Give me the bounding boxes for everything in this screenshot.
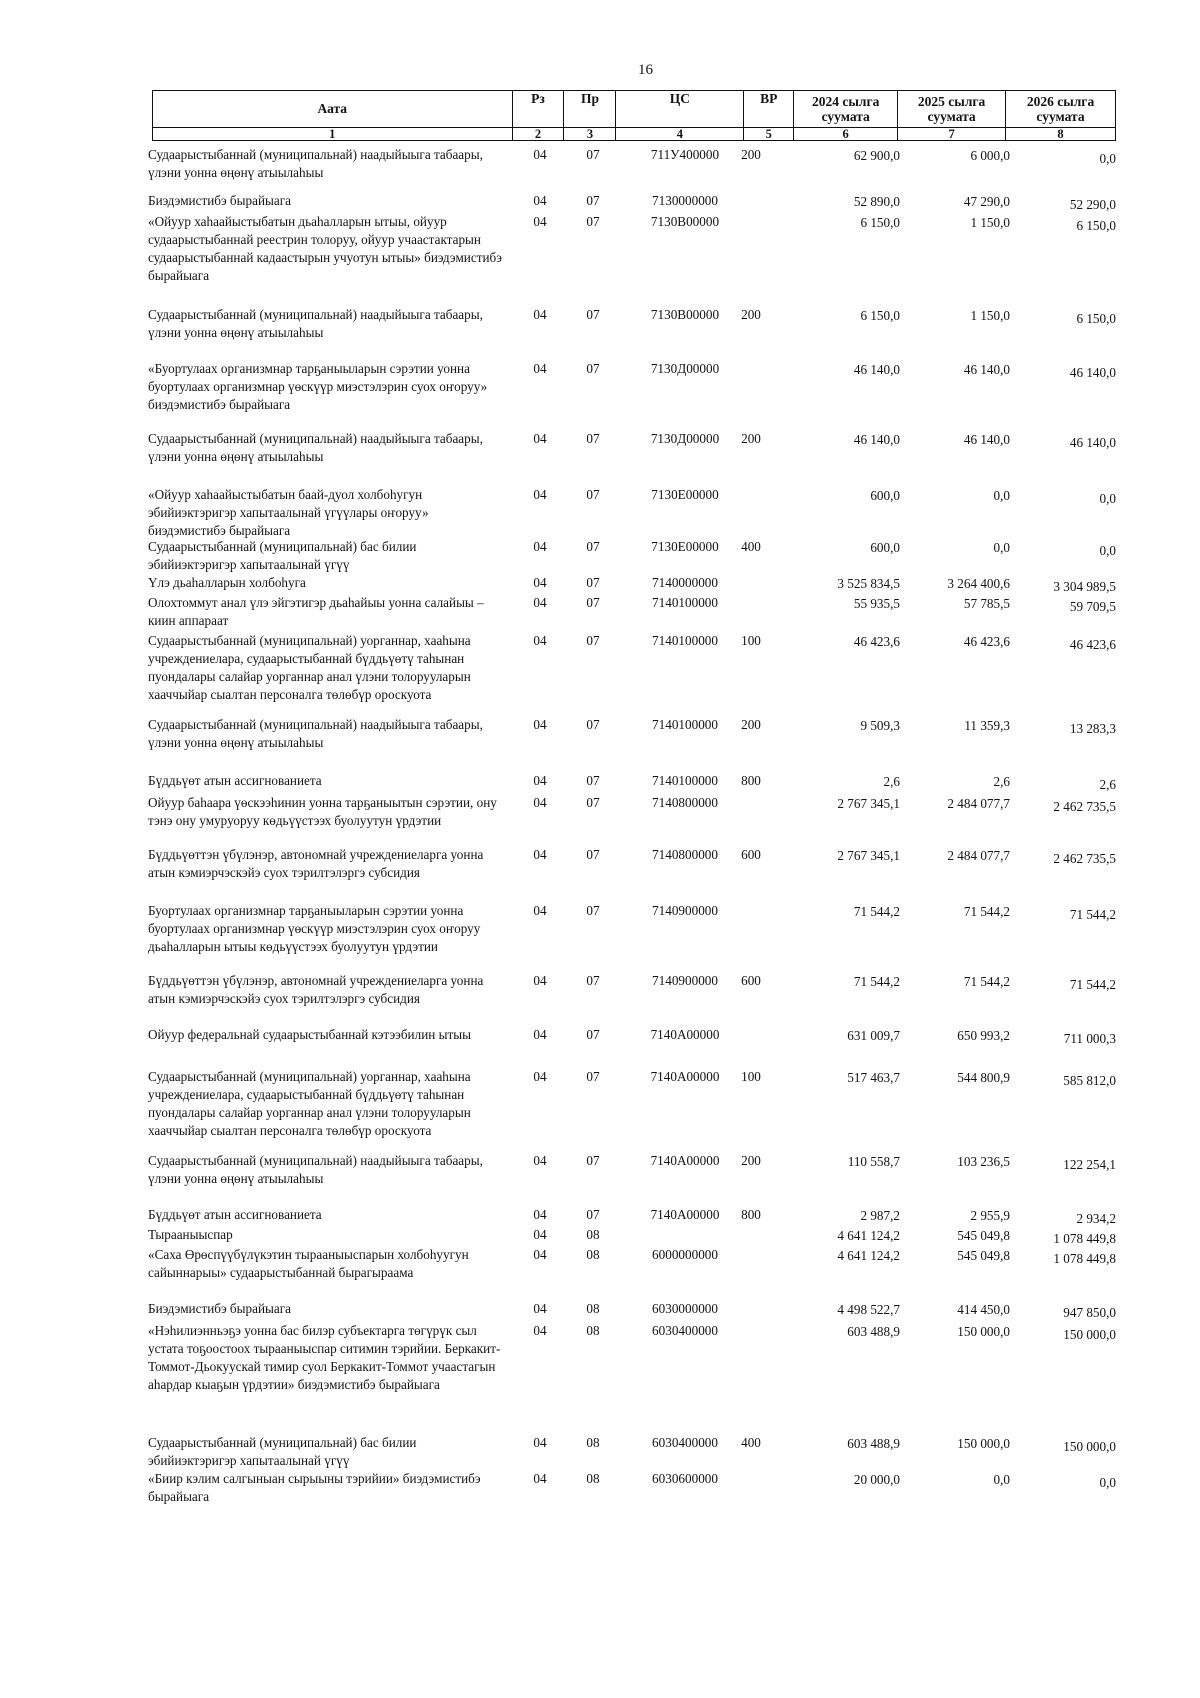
row-pr: 07 [586,147,600,162]
row-value-2025: 0,0 [993,1472,1010,1487]
row-pr: 07 [586,214,600,229]
row-rz: 04 [533,1435,547,1450]
col-num: 5 [744,128,794,141]
row-name: Биэдэмистибэ бырайыага [148,1301,291,1316]
row-name: «Нэһилиэнньэҕэ уонна бас билэр субъектарга төгүрүк сыл устата тоҕоостоох тырааныыспар ситимин тэрийии. Беркакит-Томмот-Дьокуускай тимир суол Беркакит-Томмот учаастагын аһардар кыаҕын үрдэтии» биэдэмистибэ бырайыага [148,1323,501,1392]
row-pr: 07 [586,361,600,376]
row-value-2025: 1 150,0 [970,215,1010,230]
row-value-2026: 947 850,0 [1063,1305,1116,1320]
row-value-2026: 46 140,0 [1069,365,1116,380]
row-name: Судаарыстыбаннай (муниципальнай) уорганнар, хааһына учреждениелара, судаарыстыбаннай бүддьүөтү таһынан пуондалары салайар уорганнар анал үлэни толорууларын хааччыйар сыалтан персоналга төлөбүр ороскуота [148,633,471,702]
row-cs: 7140А00000 [650,1027,720,1042]
row-value-2026: 0,0 [1099,1475,1116,1490]
row-value-2026: 711 000,3 [1063,1031,1116,1046]
row-value-2025: 3 264 400,6 [947,576,1010,591]
row-rz: 04 [533,1247,547,1262]
row-name: Судаарыстыбаннай (муниципальнай) наадыйыыга табаары, үлэни уонна өңөнү атыылаһыы [148,431,483,464]
row-vr: 200 [741,307,761,322]
row-value-2026: 1 078 449,8 [1053,1251,1116,1266]
row-cs: 7140800000 [652,847,718,862]
row-vr: 600 [741,847,761,862]
table-header [152,90,1116,141]
row-name: Судаарыстыбаннай (муниципальнай) наадыйыыга табаары, үлэни уонна өңөнү атыылаһыы [148,1153,483,1186]
row-name: Ойуур баһаара үөскээһинин уонна тарҕаныытын сэрэтии, ону тэнэ ону умуруоруу көдьүүстээх буолуутун үрдэтии [148,795,497,828]
row-value-2024: 52 890,0 [853,194,900,209]
col-num: 3 [564,128,616,141]
row-value-2024: 517 463,7 [847,1070,900,1085]
row-value-2026: 59 709,5 [1069,599,1116,614]
row-rz: 04 [533,1069,547,1084]
row-cs: 7140900000 [652,903,718,918]
row-cs: 7130Д00000 [650,361,720,376]
header-2025: 2025 сылга суумата [898,91,1006,128]
row-value-2026: 1 078 449,8 [1053,1231,1116,1246]
header-2024: 2024 сылга суумата [794,91,898,128]
row-pr: 07 [586,431,600,446]
row-value-2024: 603 488,9 [847,1436,900,1451]
row-value-2025: 544 800,9 [957,1070,1010,1085]
row-value-2024: 600,0 [870,540,900,555]
row-value-2024: 71 544,2 [853,904,900,919]
row-pr: 07 [586,773,600,788]
row-value-2026: 6 150,0 [1076,311,1116,326]
row-pr: 07 [586,903,600,918]
row-name: Судаарыстыбаннай (муниципальнай) бас билии эбийиэктэригэр хапытаалынай үгүү [148,539,417,572]
col-num: 6 [794,128,898,141]
row-value-2024: 46 140,0 [853,432,900,447]
row-rz: 04 [533,1153,547,1168]
row-vr: 100 [741,1069,761,1084]
row-value-2024: 631 009,7 [847,1028,900,1043]
col-num: 2 [512,128,564,141]
row-value-2026: 3 304 989,5 [1053,579,1116,594]
row-cs: 7140100000 [652,773,718,788]
col-num: 7 [898,128,1006,141]
row-cs: 7130В00000 [650,307,720,322]
row-rz: 04 [533,431,547,446]
row-pr: 08 [586,1435,600,1450]
row-value-2025: 57 785,5 [963,596,1010,611]
row-cs: 6000000000 [652,1247,718,1262]
row-name: Судаарыстыбаннай (муниципальнай) уорганнар, хааһына учреждениелара, судаарыстыбаннай бүддьүөтү таһынан пуондалары салайар уорганнар анал үлэни толорууларын хааччыйар сыалтан персоналга төлөбүр ороскуота [148,1069,471,1138]
row-rz: 04 [533,1207,547,1222]
row-vr: 400 [741,539,761,554]
row-rz: 04 [533,487,547,502]
row-pr: 07 [586,1153,600,1168]
col-num: 4 [616,128,744,141]
row-value-2025: 414 450,0 [957,1302,1010,1317]
col-num: 8 [1006,128,1116,141]
row-cs: 7140000000 [652,575,718,590]
row-rz: 04 [533,539,547,554]
row-pr: 08 [586,1323,600,1338]
row-value-2026: 585 812,0 [1063,1073,1116,1088]
row-value-2025: 71 544,2 [963,904,1010,919]
row-value-2025: 46 140,0 [963,432,1010,447]
row-value-2025: 545 049,8 [957,1228,1010,1243]
row-name: Бүддьүөттэн үбүлэнэр, автономнай учреждениеларга уонна атын кэмиэрчэскэйэ суох тэрилтэлэргэ субсидия [148,973,484,1006]
row-pr: 07 [586,795,600,810]
row-value-2025: 46 140,0 [963,362,1010,377]
row-pr: 07 [586,1069,600,1084]
row-value-2025: 46 423,6 [963,634,1010,649]
row-value-2024: 62 900,0 [853,148,900,163]
row-value-2025: 71 544,2 [963,974,1010,989]
row-value-2025: 2,6 [993,774,1010,789]
row-vr: 400 [741,1435,761,1450]
row-rz: 04 [533,1471,547,1486]
row-cs: 711У400000 [650,147,720,162]
row-cs: 7140900000 [652,973,718,988]
row-value-2024: 46 423,6 [853,634,900,649]
row-value-2026: 0,0 [1099,151,1116,166]
row-cs: 7140100000 [652,717,718,732]
row-rz: 04 [533,1227,547,1242]
row-pr: 07 [586,633,600,648]
row-value-2024: 110 558,7 [847,1154,900,1169]
row-value-2026: 6 150,0 [1076,218,1116,233]
row-rz: 04 [533,903,547,918]
row-value-2026: 46 423,6 [1069,637,1116,652]
header-name: Аата [153,91,513,128]
row-rz: 04 [533,147,547,162]
row-pr: 07 [586,539,600,554]
row-rz: 04 [533,717,547,732]
row-value-2024: 2 767 345,1 [837,796,900,811]
row-name: «Ойуур хаһаайыстыбатын дьаһалларын ытыы, ойуур судаарыстыбаннай реестрин толоруу, ойуур учаастактарын судаарыстыбаннай кадаастырын учуотун ытыы» биэдэмистибэ бырайыага [148,214,502,283]
row-rz: 04 [533,773,547,788]
row-pr: 07 [586,307,600,322]
row-value-2024: 55 935,5 [853,596,900,611]
row-pr: 08 [586,1301,600,1316]
header-cs: ЦС [616,91,744,128]
row-value-2025: 0,0 [993,540,1010,555]
row-pr: 07 [586,1027,600,1042]
row-value-2025: 2 484 077,7 [947,848,1010,863]
row-pr: 07 [586,595,600,610]
row-value-2026: 71 544,2 [1069,907,1116,922]
row-value-2024: 603 488,9 [847,1324,900,1339]
row-rz: 04 [533,847,547,862]
row-pr: 07 [586,193,600,208]
row-name: Олохтоммут анал үлэ эйгэтигэр дьаһайыы уонна салайыы – киин аппараат [148,595,484,628]
row-cs: 7130Е00000 [651,487,719,502]
row-value-2024: 2,6 [883,774,900,789]
row-pr: 08 [586,1471,600,1486]
row-cs: 6030600000 [652,1471,718,1486]
row-pr: 07 [586,847,600,862]
row-name: Буортулаах организмнар тарҕаныыларын сэрэтии уонна буортулаах организмнар үөскүүр миэстэлэрин суох оҥоруу дьаһалларын ытыы көдьүүстээх буолуутун үрдэтии [148,903,481,954]
row-cs: 7140А00000 [650,1153,720,1168]
row-value-2025: 2 484 077,7 [947,796,1010,811]
row-value-2025: 2 955,9 [970,1208,1010,1223]
row-pr: 07 [586,717,600,732]
row-vr: 200 [741,1153,761,1168]
row-pr: 07 [586,487,600,502]
row-value-2024: 71 544,2 [853,974,900,989]
row-cs: 7130В00000 [650,214,720,229]
row-value-2024: 600,0 [870,488,900,503]
row-rz: 04 [533,1323,547,1338]
row-value-2026: 13 283,3 [1069,721,1116,736]
row-vr: 800 [741,773,761,788]
row-value-2024: 46 140,0 [853,362,900,377]
col-num: 1 [153,128,513,141]
row-value-2026: 150 000,0 [1063,1439,1116,1454]
row-value-2024: 3 525 834,5 [837,576,900,591]
row-value-2026: 2,6 [1099,777,1116,792]
row-value-2025: 150 000,0 [957,1436,1010,1451]
row-vr: 100 [741,633,761,648]
header-pr: Пр [564,91,616,128]
row-value-2025: 103 236,5 [957,1154,1010,1169]
row-value-2025: 650 993,2 [957,1028,1010,1043]
row-value-2024: 9 509,3 [860,718,900,733]
row-vr: 200 [741,147,761,162]
row-name: «Буортулаах организмнар тарҕаныыларын сэрэтии уонна буортулаах организмнар үөскүүр миэстэлэрин суох оҥоруу» биэдэмистибэ бырайыага [148,361,488,412]
row-value-2024: 4 498 522,7 [837,1302,900,1317]
row-value-2026: 0,0 [1099,543,1116,558]
header-vr: ВР [744,91,794,128]
row-value-2026: 0,0 [1099,491,1116,506]
row-rz: 04 [533,595,547,610]
row-rz: 04 [533,1027,547,1042]
row-value-2026: 2 462 735,5 [1053,799,1116,814]
row-name: «Биир кэлим салгыныан сырыыны тэрийии» биэдэмистибэ бырайыага [148,1471,481,1504]
row-name: Бүддьүөттэн үбүлэнэр, автономнай учреждениеларга уонна атын кэмиэрчэскэйэ суох тэрилтэлэргэ субсидия [148,847,484,880]
row-value-2024: 6 150,0 [860,215,900,230]
row-name: Судаарыстыбаннай (муниципальнай) наадыйыыга табаары, үлэни уонна өңөнү атыылаһыы [148,147,483,180]
row-vr: 600 [741,973,761,988]
row-name: Үлэ дьаһалларын холбоһуга [148,575,306,590]
row-rz: 04 [533,633,547,648]
row-value-2026: 122 254,1 [1063,1157,1116,1172]
row-rz: 04 [533,214,547,229]
row-rz: 04 [533,973,547,988]
row-pr: 07 [586,575,600,590]
row-cs: 6030400000 [652,1435,718,1450]
row-pr: 07 [586,973,600,988]
row-value-2024: 6 150,0 [860,308,900,323]
row-value-2026: 150 000,0 [1063,1327,1116,1342]
row-cs: 7140А00000 [650,1207,720,1222]
row-value-2024: 2 767 345,1 [837,848,900,863]
row-value-2024: 4 641 124,2 [837,1228,900,1243]
row-name: «Ойуур хаһаайыстыбатын баай-дуол холбоһугун эбийиэктэригэр хапытаалынай үгүүлары оҥоруу» биэдэмистибэ бырайыага [148,487,429,538]
row-value-2026: 46 140,0 [1069,435,1116,450]
row-name: Тырааныыспар [148,1227,233,1242]
row-name: Судаарыстыбаннай (муниципальнай) наадыйыыга табаары, үлэни уонна өңөнү атыылаһыы [148,717,483,750]
row-cs: 7130Е00000 [651,539,719,554]
row-rz: 04 [533,307,547,322]
row-cs: 6030000000 [652,1301,718,1316]
row-pr: 07 [586,1207,600,1222]
row-value-2026: 52 290,0 [1069,197,1116,212]
row-value-2026: 2 462 735,5 [1053,851,1116,866]
row-name: Биэдэмистибэ бырайыага [148,193,291,208]
row-cs: 7140100000 [652,633,718,648]
row-value-2026: 2 934,2 [1076,1211,1116,1226]
row-cs: 7140100000 [652,595,718,610]
row-value-2025: 47 290,0 [963,194,1010,209]
row-rz: 04 [533,361,547,376]
row-value-2025: 11 359,3 [964,718,1010,733]
row-name: Судаарыстыбаннай (муниципальнай) наадыйыыга табаары, үлэни уонна өңөнү атыылаһыы [148,307,483,340]
row-value-2025: 0,0 [993,488,1010,503]
row-name: Ойуур федеральнай судаарыстыбаннай кэтээбилин ытыы [148,1027,471,1042]
row-pr: 08 [586,1227,600,1242]
row-pr: 08 [586,1247,600,1262]
row-name: «Саха Өрөспүүбүлүкэтин тырааныыспарын холбоһуугун сайыннарыы» судаарыстыбаннай бырагыраама [148,1247,469,1280]
row-value-2024: 20 000,0 [853,1472,900,1487]
row-vr: 200 [741,717,761,732]
row-cs: 7140800000 [652,795,718,810]
row-value-2026: 71 544,2 [1069,977,1116,992]
row-value-2024: 4 641 124,2 [837,1248,900,1263]
row-cs: 7130000000 [652,193,718,208]
row-value-2025: 1 150,0 [970,308,1010,323]
row-cs: 6030400000 [652,1323,718,1338]
row-name: Бүддьүөт атын ассигнованиета [148,1207,322,1222]
row-value-2025: 150 000,0 [957,1324,1010,1339]
row-name: Судаарыстыбаннай (муниципальнай) бас билии эбийиэктэригэр хапытаалынай үгүү [148,1435,417,1468]
header-rz: Рз [512,91,564,128]
row-name: Бүддьүөт атын ассигнованиета [148,773,322,788]
row-value-2025: 6 000,0 [970,148,1010,163]
row-cs: 7130Д00000 [650,431,720,446]
row-rz: 04 [533,193,547,208]
row-cs: 7140А00000 [650,1069,720,1084]
header-2026: 2026 сылга суумата [1006,91,1116,128]
row-rz: 04 [533,575,547,590]
row-vr: 800 [741,1207,761,1222]
row-value-2024: 2 987,2 [860,1208,900,1223]
row-vr: 200 [741,431,761,446]
row-rz: 04 [533,1301,547,1316]
row-rz: 04 [533,795,547,810]
row-value-2025: 545 049,8 [957,1248,1010,1263]
